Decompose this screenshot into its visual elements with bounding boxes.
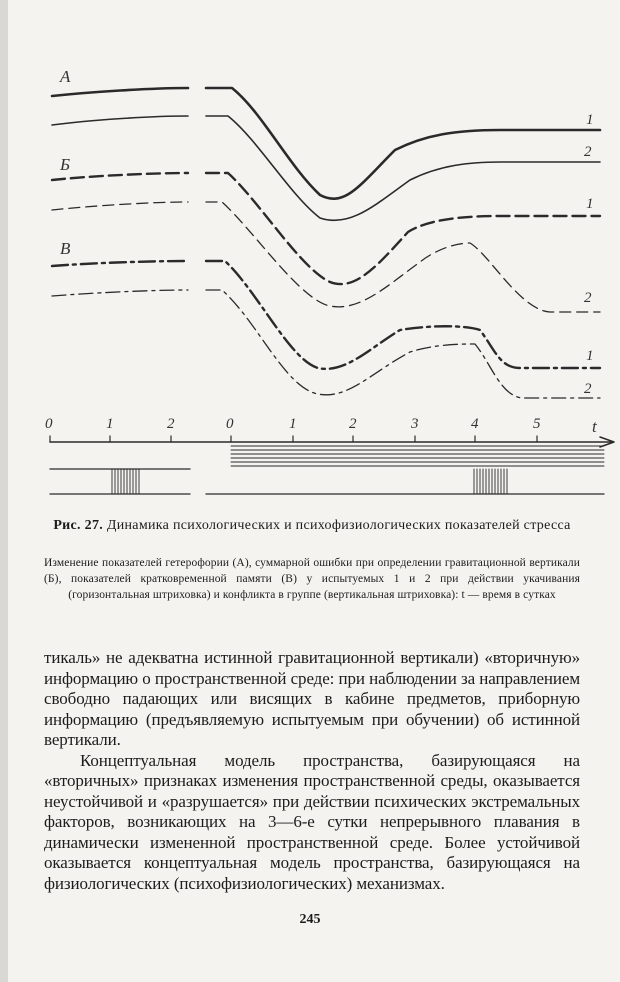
curve-v-1: [52, 261, 600, 369]
curve-label-b-1: 1: [586, 196, 594, 212]
curve-a-2: [52, 116, 600, 220]
main-tick-4: 4: [471, 416, 479, 432]
pre-tick-2: 2: [167, 416, 175, 432]
figure-caption-body: Изменение показателей гетерофории (А), суммарной ошибки при определении гравитационной вертикали (Б), показателей кратковременной памяти (В) у испытуемых 1 и 2 при действии укачивания (горизонтальная штриховка) и конфликта в группе (вертикальная штриховка): t — время в сутках: [44, 557, 580, 601]
curve-a-1: [52, 88, 600, 199]
horizontal-hatching: [231, 446, 604, 466]
main-tick-0: 0: [226, 416, 234, 432]
figure-number: Рис. 27.: [53, 518, 104, 533]
panel-label-a: А: [60, 67, 71, 86]
pre-tick-0: 0: [45, 416, 53, 432]
main-tick-2: 2: [349, 416, 357, 432]
panel-label-v: В: [60, 239, 71, 258]
curve-b-1: [52, 173, 600, 284]
figure-caption-title: [44, 517, 580, 534]
main-tick-3: 3: [411, 416, 419, 432]
curve-v-2: [52, 290, 600, 398]
curve-label-v-2: 2: [584, 381, 592, 397]
vertical-hatching-1: [112, 469, 139, 494]
curve-b-2: [52, 202, 600, 312]
main-tick-1: 1: [289, 416, 297, 432]
curve-label-b-2: 2: [584, 290, 592, 306]
panel-label-b: Б: [60, 155, 71, 174]
body-text: [44, 648, 580, 894]
curve-label-v-1: 1: [586, 348, 594, 364]
vertical-hatching-2: [474, 469, 507, 494]
pre-tick-1: 1: [106, 416, 114, 432]
page-number: 245: [299, 912, 321, 927]
paragraph-2: Концептуальная модель пространства, базирующаяся на «вторичных» признаках изменения пространственной среды, оказывается неустойчивой и «разрушается» при действии психических экстремальных факторов, возникающих на 3—6-е сутки непрерывного плавания в динамически измененной пространственной среде. Более устойчивой оказывается концептуальная модель пространства, базирующаяся на физиологических (психофизиологических) механизмах.: [44, 750, 580, 893]
figure-title: Динамика психологических и психофизиологических показателей стресса: [106, 518, 571, 533]
curve-label-a-2: 2: [584, 144, 592, 160]
curve-label-a-1: 1: [586, 112, 594, 128]
time-axis-label: t: [592, 417, 597, 436]
main-tick-5: 5: [533, 416, 541, 432]
paragraph-1: тикаль» не адекватна истинной гравитационной вертикали) «вторичную» информацию о пространственной среде: при наблюдении за направлением свободно падающих или висящих в кабине предметов, приборную информацию (предъявляемую испытуемым при обучении) об истинной вертикали.: [44, 648, 580, 749]
